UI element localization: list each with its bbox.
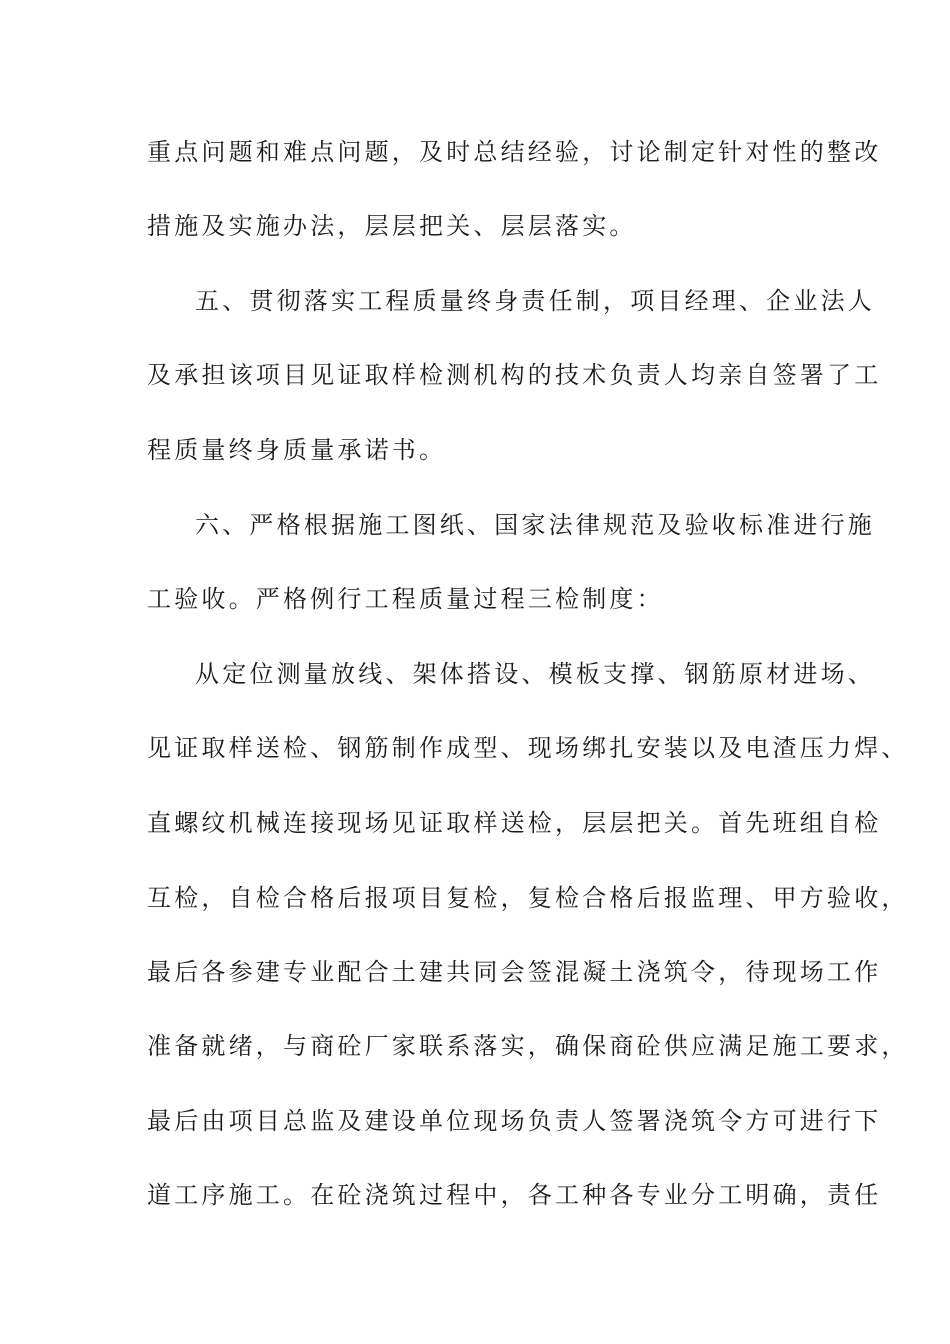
paragraph-line: 五、贯彻落实工程质量终身责任制，项目经理、企业法人 bbox=[195, 287, 875, 315]
text-line: 及承担该项目见证取样检测机构的技术负责人均亲自签署了工 bbox=[147, 361, 882, 389]
paragraph-line: 六、严格根据施工图纸、国家法律规范及验收标准进行施 bbox=[195, 511, 875, 539]
text-line: 重点问题和难点问题，及时总结经验，讨论制定针对性的整改 bbox=[147, 138, 882, 166]
text-line: 互检，自检合格后报项目复检，复检合格后报监理、甲方验收， bbox=[147, 884, 909, 912]
text-line: 最后由项目总监及建设单位现场负责人签署浇筑令方可进行下 bbox=[147, 1107, 882, 1135]
text-line: 见证取样送检、钢筋制作成型、现场绑扎安装以及电渣压力焊、 bbox=[147, 734, 909, 762]
text-line: 直螺纹机械连接现场见证取样送检，层层把关。首先班组自检 bbox=[147, 809, 882, 837]
text-line: 措施及实施办法，层层把关、层层落实。 bbox=[147, 212, 637, 240]
text-line: 程质量终身质量承诺书。 bbox=[147, 436, 447, 464]
paragraph-line: 从定位测量放线、架体搭设、模板支撑、钢筋原材进场、 bbox=[195, 660, 875, 688]
text-line: 最后各参建专业配合土建共同会签混凝土浇筑令，待现场工作 bbox=[147, 958, 882, 986]
text-line: 工验收。严格例行工程质量过程三检制度： bbox=[147, 585, 664, 613]
text-line: 准备就绪，与商砼厂家联系落实，确保商砼供应满足施工要求， bbox=[147, 1032, 909, 1060]
text-line: 道工序施工。在砼浇筑过程中，各工种各专业分工明确，责任 bbox=[147, 1181, 882, 1209]
